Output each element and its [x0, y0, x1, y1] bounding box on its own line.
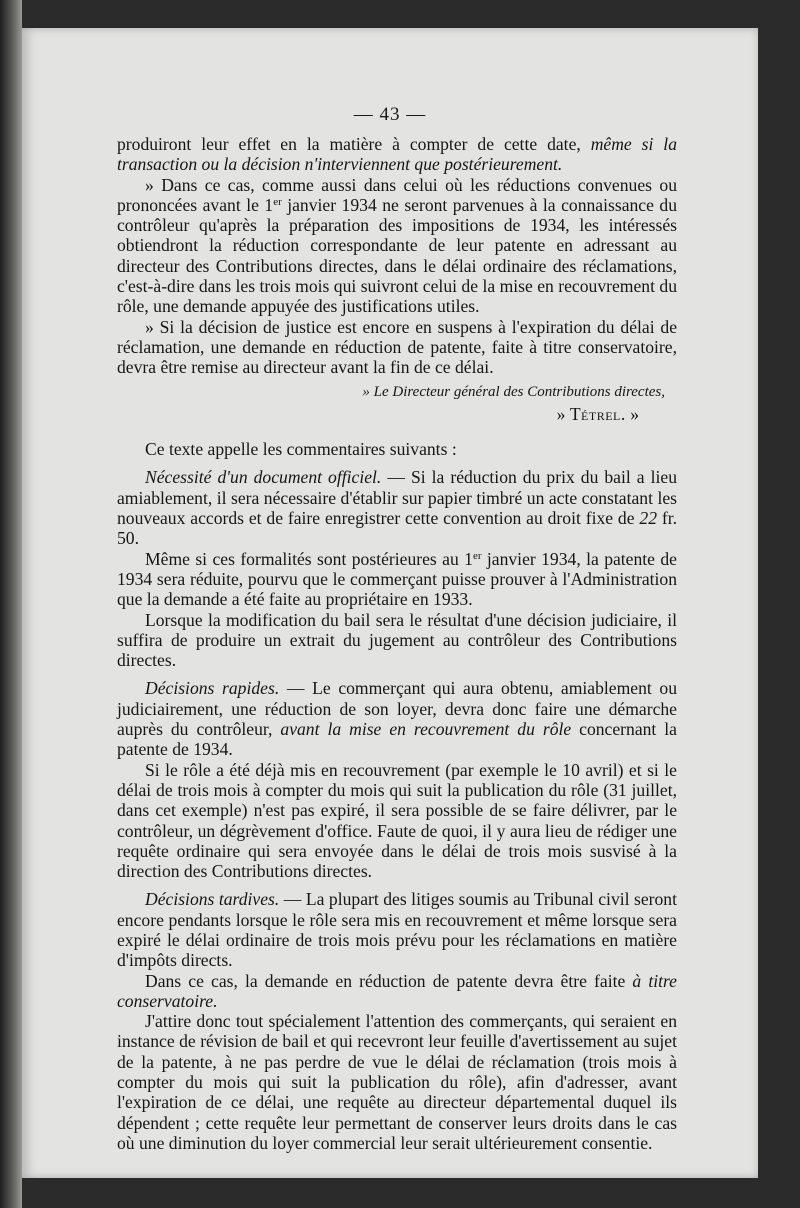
p11-text: Dans ce cas, la demande en réduction de patente devra être faite [145, 970, 633, 991]
p10-text: — La plupart des litiges soumis au Tribunal civil seront encore pendants lorsque le rôle sera mis en recouvrement et même lorsque sera expiré le délai ordinaire de trois mois prévu pour les réclamations en matière d'impôts directs. [117, 889, 677, 971]
p8-text-end: concernant la patente de 1934. [117, 719, 677, 760]
signature-name: Tétrel. [569, 403, 626, 424]
p2-text-a: » Dans ce cas, comme aussi dans celui où les réductions convenues ou prononcées avant le 1 [117, 174, 677, 215]
p6-superscript: er [472, 549, 482, 562]
paragraph-1 [117, 134, 677, 175]
page-number: — 43 — [353, 104, 427, 125]
book-binding-edge [0, 0, 22, 1208]
p5-text: — Si la réduction du prix du bail a lieu amiablement, il sera nécessaire d'établir sur papier timbré un acte constatant les nouveaux accords et de faire enregistrer cette convention au droit fixe de [117, 467, 677, 529]
p2-text-b: janvier 1934 ne seront parvenues à la connaissance du contrôleur qu'après la préparation des impositions de 1934, les intéressés obtiendront la réduction correspondante de leur patente en adressant au directeur des Contributions directes, dans le délai ordinaire des réclamations, c'est-à-dire dans les trois mois qui suivront celui de la mise en recouvrement du rôle, une demande appuyée des justifications utiles. [117, 194, 677, 317]
signature-name-line [117, 404, 677, 424]
paragraph-11 [117, 971, 677, 1012]
p5-heading: Nécessité d'un document officiel. [145, 467, 382, 488]
p8-text: — Le commerçant qui aura obtenu, amiablement ou judiciairement, une réduction de son loyer, devra donc faire une démarche auprès du contrôleur, [117, 678, 677, 740]
p8-italic: avant la mise en recouvrement du rôle [280, 719, 572, 740]
p11-italic: à titre conservatoire. [117, 970, 677, 1011]
p6-text-a: Même si ces formalités sont postérieures au 1 [145, 548, 473, 569]
p1-italic: même si la transaction ou la décision n'interviennent que postérieurement. [117, 134, 677, 175]
paragraph-10 [117, 889, 677, 970]
quote-open: » [556, 403, 570, 424]
book-page [22, 28, 758, 1178]
paragraph-6 [117, 549, 677, 610]
paragraph-9: Si le rôle a été déjà mis en recouvrement (par exemple le 10 avril) et si le délai de trois mois à compter du mois qui suit la publication du rôle (31 juillet, dans cet exemple) n'est pas expiré, il sera possible de se faire délivrer, par le contrôleur, un dégrèvement d'office. Faute de quoi, il y aura lieu de rédiger une requête ordinaire qui sera envoyée dans le délai de trois mois susvisé à la direction des Contributions directes. [117, 759, 677, 882]
paragraph-7: Lorsque la modification du bail sera le résultat d'une décision judiciaire, il suffira de produire un extrait du jugement au contrôleur des Contributions directes. [117, 609, 677, 671]
paragraph-4: Ce texte appelle les commentaires suivants : [145, 439, 457, 460]
signature-title: » Le Directeur général des Contributions directes, [362, 383, 665, 400]
p5-italic-number: 22 [639, 508, 657, 529]
p1-text: produiront leur effet en la matière à compter de cette date, [117, 134, 591, 154]
p6-text-b: janvier 1934, la patente de 1934 sera réduite, pourvu que le commerçant puisse prouver à l'Administration que la demande a été faite au propriétaire en 1933. [117, 548, 677, 610]
p8-heading: Décisions rapides. [145, 678, 280, 699]
paragraph-2 [117, 175, 677, 317]
quote-close: » [625, 403, 639, 424]
paragraph-3: » Si la décision de justice est encore en suspens à l'expiration du délai de réclamation, une demande en réduction de patente, faite à titre conservatoire, devra être remise au directeur avant la fin de ce délai. [117, 316, 677, 378]
paragraph-12: J'attire donc tout spécialement l'attention des commerçants, qui seraient en instance de révision de bail et qui recevront leur feuille d'avertissement au sujet de la patente, à ne pas perdre de vue le délai de réclamation (trois mois à compter du mois qui suit la publication du rôle), afin d'adresser, avant l'expiration de ce délai, une requête au directeur départemental duquel ils dépendent ; cette requête leur permettant de conserver leurs droits dans le cas où une diminution du loyer commercial leur serait ultérieurement consentie. [117, 1011, 677, 1153]
paragraph-5 [117, 467, 677, 548]
page-body-text [117, 134, 677, 1153]
p10-heading: Décisions tardives. [145, 889, 280, 910]
paragraph-8 [117, 678, 677, 759]
p2-superscript: er [273, 195, 282, 208]
p5-text-end: fr. 50. [117, 508, 678, 549]
